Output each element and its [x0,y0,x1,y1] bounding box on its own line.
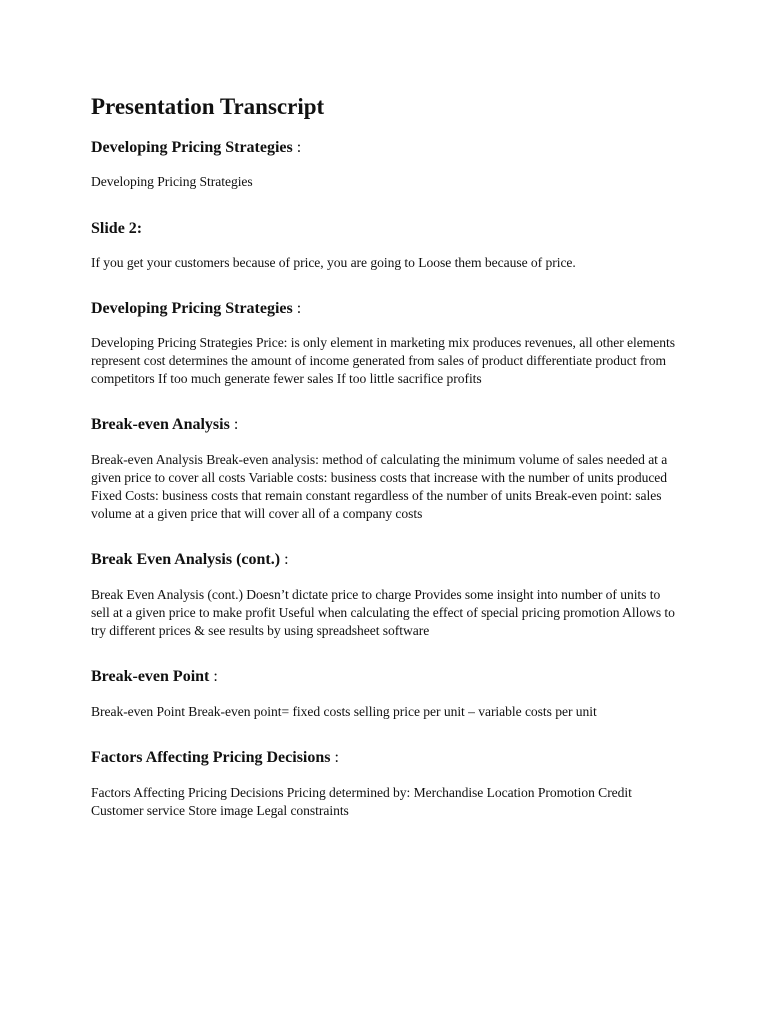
section-heading-suffix: : [292,139,302,156]
section-body: If you get your customers because of price, you are going to Loose them because of price. [91,255,576,270]
section-body: Break Even Analysis (cont.) Doesn’t dictate price to charge Provides some insight into number of units to sell at a given price to make profit Useful when calculating the effect of special pricing promotion Allows to try different prices & see results by using spreadsheet software [91,587,675,638]
section-break-even-point [91,666,681,721]
section-heading-text: Developing Pricing Strategies [91,300,293,317]
section-developing-pricing-strategies [91,137,681,191]
section-heading-suffix: : [292,300,302,317]
section-heading [91,137,681,159]
section-heading [91,218,681,240]
section-body: Break-even Analysis Break-even analysis: method of calculating the minimum volume of sales needed at a given price to cover all costs Variable costs: business costs that increase with the number of units produced Fixed Costs: business costs that remain constant regardless of the number of units Break-even point: sales volume at a given price that will cover all of a company costs [91,452,668,521]
section-heading [91,298,681,320]
section-heading-text: Break-even Analysis [91,416,230,433]
section-slide-2 [91,218,681,272]
section-heading [91,414,681,436]
section-developing-pricing-strategies-2 [91,298,681,388]
section-break-even-analysis-cont [91,549,681,640]
section-body: Factors Affecting Pricing Decisions Pricing determined by: Merchandise Location Promotion Credit Customer service Store image Legal constraints [91,785,632,818]
section-heading-text: Break Even Analysis (cont.) [91,551,281,568]
section-body: Break-even Point Break-even point= fixed costs selling price per unit – variable costs per unit [91,704,597,719]
section-heading [91,747,681,769]
section-heading-suffix: : [209,668,218,685]
section-heading-suffix: : [280,551,289,568]
section-body: Developing Pricing Strategies [91,174,253,189]
document-title: Presentation Transcript [91,94,325,119]
section-heading-suffix: : [229,416,239,433]
section-break-even-analysis [91,414,681,523]
section-heading [91,549,681,571]
section-heading-text: Factors Affecting Pricing Decisions [91,749,331,766]
section-factors-affecting-pricing-decisions [91,747,681,820]
document-page [91,92,681,820]
section-body: Developing Pricing Strategies Price: is only element in marketing mix produces revenues, all other elements represent cost determines the amount of income generated from sales of product differentiate product from competitors If too much generate fewer sales If too little sacrifice profits [91,335,675,386]
section-heading [91,666,681,688]
section-heading-text: Developing Pricing Strategies [91,139,293,156]
section-heading-text: Break-even Point [91,668,210,685]
section-heading-suffix: : [330,749,339,766]
section-heading-text: Slide 2: [91,220,143,237]
